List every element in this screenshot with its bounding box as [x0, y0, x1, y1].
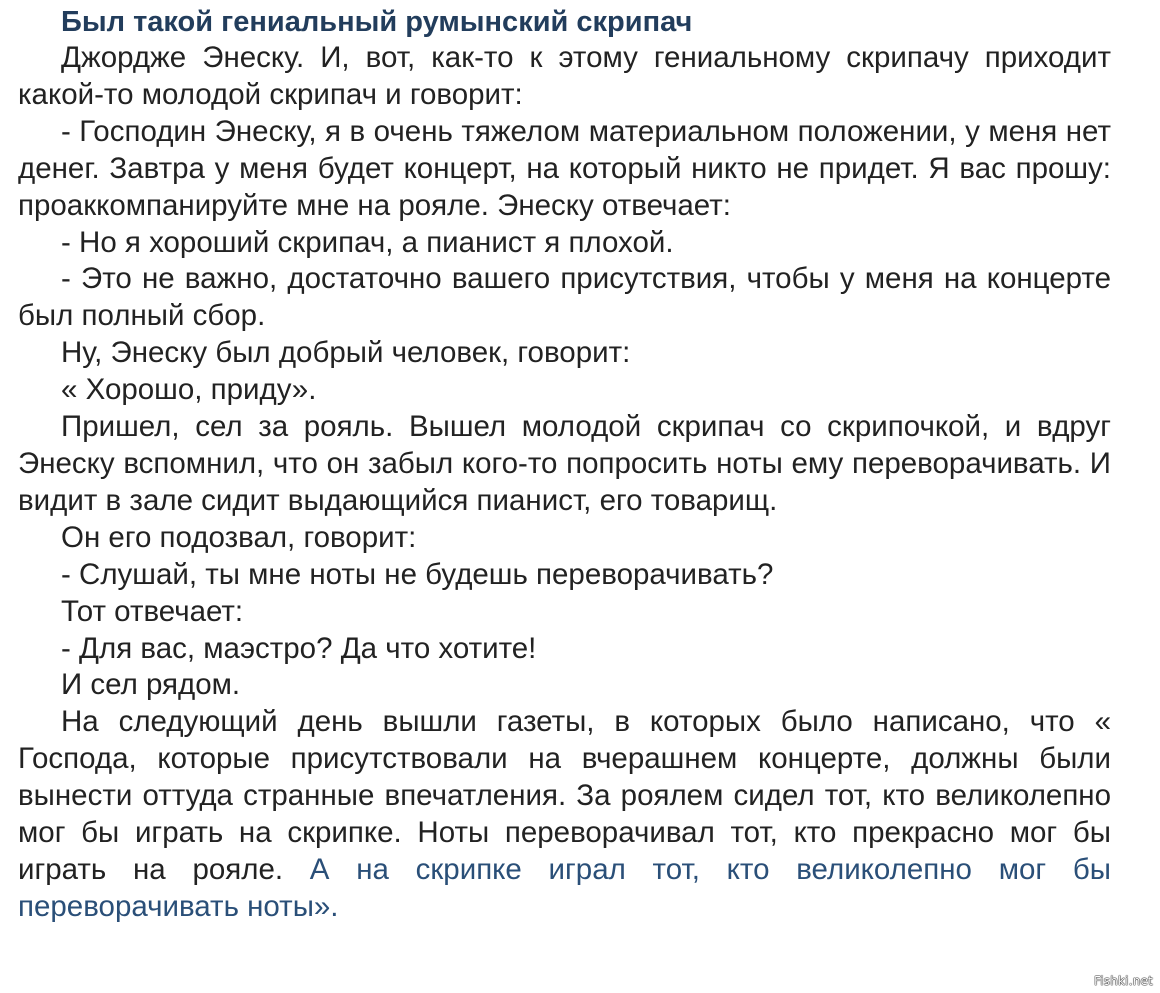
paragraph: И сел рядом. — [61, 668, 241, 702]
highlighted-text: А на скрипке играл тот, кто великолепно мог бы переворачивать ноты». — [18, 852, 1111, 923]
paragraph: - Но я хороший скрипач, а пианист я плохой. — [61, 225, 674, 259]
paragraph: Он его подозвал, говорит: — [61, 520, 417, 554]
paragraph: - Господин Энеску, я в очень тяжелом материальном положении, у меня нет денег. Завтра у меня будет концерт, на который никто не придет. Я вас прошу: проаккомпанируйте мне на рояле. Энеску отвечает: — [18, 114, 1111, 222]
watermark: Fishki.net — [1093, 974, 1153, 988]
paragraph: Джордже Энеску. И, вот, как-то к этому гениальному скрипачу приходит какой-то молодой скрипач и говорит: — [18, 41, 1111, 111]
paragraph: « Хорошо, приду». — [61, 373, 317, 407]
paragraph: Тот отвечает: — [61, 594, 244, 628]
paragraph: - Это не важно, достаточно вашего присутствия, чтобы у меня на концерте был полный сбор. — [18, 262, 1111, 333]
last-paragraph — [18, 704, 1111, 925]
paragraph: - Для вас, маэстро? Да что хотите! — [61, 631, 537, 665]
paragraph: - Слушай, ты мне ноты не будешь переворачивать? — [61, 557, 774, 591]
paragraph: Пришел, сел за рояль. Вышел молодой скрипач со скрипочкой, и вдруг Энеску вспомнил, что он забыл кого-то попросить ноты ему переворачивать. И видит в зале сидит выдающийся пианист, его товарищ. — [18, 410, 1111, 517]
last-paragraph-text: На следующий день вышли газеты, в которых было написано, что « Господа, которые присутствовали на вчерашнем концерте, должны были вынести оттуда странные впечатления. За роялем сидел тот, кто великолепно мог бы играть на скрипке. Ноты переворачивал тот, кто прекрасно мог бы играть на рояле. — [18, 705, 1111, 886]
article-title: Был такой гениальный румынский скрипач — [61, 6, 693, 38]
paragraph: Ну, Энеску был добрый человек, говорит: — [61, 336, 631, 370]
article — [18, 4, 1111, 926]
